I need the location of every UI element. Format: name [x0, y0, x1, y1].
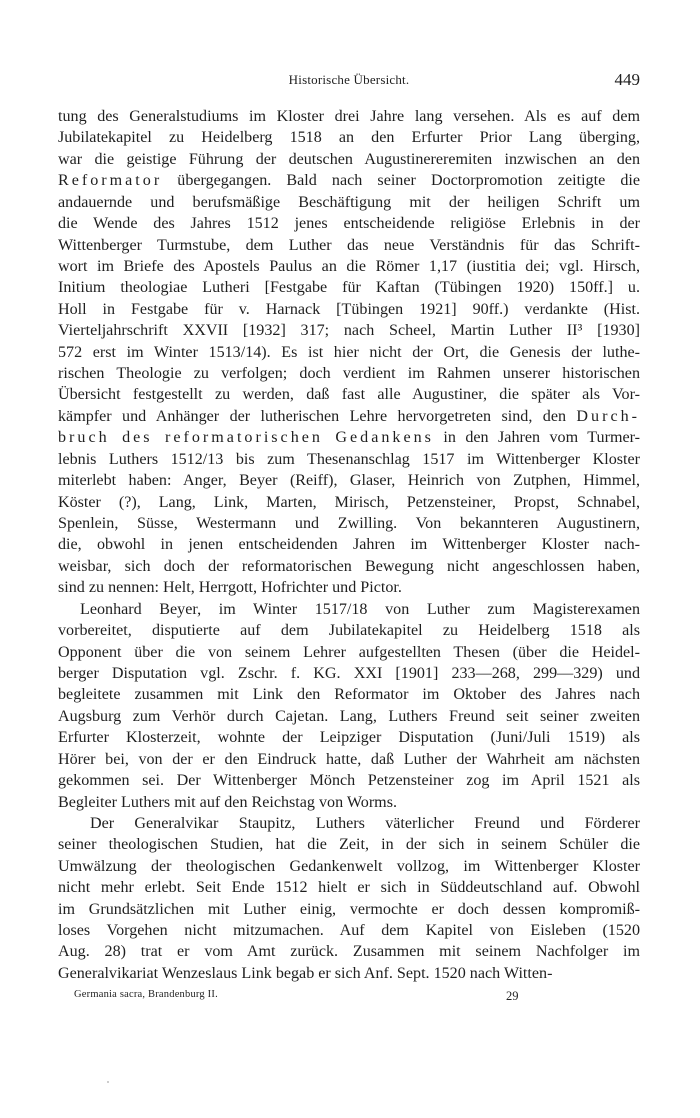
text-line: Begleiter Luthers mit auf den Reichstag von Worms. [58, 793, 397, 811]
text-line: tung des Generalstudiums im Kloster drei Jahre lang versehen. Als es auf dem [58, 108, 640, 125]
text-line: Vierteljahrschrift XXVII [1932] 317; nach Scheel, Martin Luther II³ [1930] [58, 322, 640, 340]
text-line [58, 427, 640, 448]
spaced-emphasis: bruch des reformatorischen Gedankens [58, 429, 434, 447]
text-line: vorbereitet, disputierte auf dem Jubilatekapitel zu Heidelberg 1518 als [58, 622, 640, 640]
text-line [58, 406, 640, 427]
text-line: Der Generalvikar Staupitz, Luthers väterlicher Freund und Förderer [90, 814, 640, 832]
text-segment: übergegangen. Bald nach seiner Doctorpromotion zeitigte die [162, 172, 640, 190]
text-line: Jubilatekapitel zu Heidelberg 1518 an den Erfurter Prior Lang überging, [58, 129, 640, 147]
text-line: Wittenberger Turmstube, dem Luther das neue Verständnis für das Schrift- [58, 236, 640, 254]
text-line: war die geistige Führung der deutschen Augustinereremiten inzwischen an den [58, 150, 640, 168]
text-line: Erfurter Klosterzeit, wohnte der Leipziger Disputation (Juni/Juli 1519) als [58, 729, 640, 747]
text-line: Opponent über die von seinem Lehrer aufgestellten Thesen (über die Heidel- [58, 643, 640, 661]
text-line: 572 erst im Winter 1513/14). Es ist hier nicht der Ort, die Genesis der luthe- [58, 343, 640, 361]
text-line: andauernde und berufsmäßige Beschäftigung mit der heiligen Schrift um [58, 193, 640, 211]
text-line: Übersicht festgestellt zu werden, daß fast alle Augustiner, die später als Vor- [58, 386, 640, 404]
text-line: seiner theologischen Studien, hat die Zeit, in der sich in seinem Schüler die [58, 836, 640, 854]
running-title: Historische Übersicht. [288, 72, 410, 87]
text-line: im Grundsätzlichen mit Luther einig, vermochte er doch dessen kompromiß- [58, 900, 640, 918]
text-segment: kämpfer und Anhänger der lutherischen Lehre hervorgetreten sind, den [58, 407, 577, 425]
text-line: wort im Briefe des Apostels Paulus an die Römer 1,17 (iustitia dei; vgl. Hirsch, [58, 257, 640, 275]
text-line: Spenlein, Süsse, Westermann und Zwilling. Von bekannteren Augustinern, [58, 515, 640, 533]
page-number: 449 [614, 70, 640, 89]
text-line: weisbar, sich doch der reformatorischen Bewegung nicht angeschlossen haben, [58, 557, 640, 575]
text-line: rischen Theologie zu verfolgen; doch verdient im Rahmen unserer historischen [58, 365, 640, 383]
text-line: miterlebt haben: Anger, Beyer (Reiff), Glaser, Heinrich von Zutphen, Himmel, [58, 472, 640, 490]
text-line: Generalvikariat Wenzeslaus Link begab er sich Anf. Sept. 1520 nach Witten- [58, 964, 553, 982]
text-line: sind zu nennen: Helt, Herrgott, Hofrichter und Pictor. [58, 579, 402, 597]
text-segment: in den Jahren vom Turmer- [433, 429, 640, 447]
signature-number: 29 [506, 989, 519, 1003]
paper-speck [107, 1081, 109, 1083]
text-line [58, 170, 640, 191]
spaced-emphasis: Durch- [576, 407, 640, 425]
spaced-emphasis: Reformator [58, 172, 163, 190]
text-line: die, obwohl in jenen entscheidenden Jahren im Wittenberger Kloster nach- [58, 536, 640, 554]
text-line: berger Disputation vgl. Zschr. f. KG. XXI [1901] 233—268, 299—329) und [58, 664, 640, 682]
text-line: Hörer bei, von der er den Eindruck hatte, daß Luther der Wahrheit am nächsten [58, 750, 640, 768]
text-line: loses Vorgehen nicht mitzumachen. Auf dem Kapitel von Eisleben (1520 [58, 922, 640, 940]
page-footer [74, 989, 534, 1007]
text-line: lebnis Luthers 1512/13 bis zum Thesenanschlag 1517 im Wittenberger Kloster [58, 450, 640, 468]
text-line: Augsburg zum Verhör durch Cajetan. Lang, Luthers Freund seit seiner zweiten [58, 707, 640, 725]
text-line: Leonhard Beyer, im Winter 1517/18 von Luther zum Magisterexamen [80, 600, 640, 618]
running-head [58, 70, 640, 92]
text-line: gekommen sei. Der Wittenberger Mönch Petzensteiner zog im April 1521 als [58, 772, 640, 790]
text-line: die Wende des Jahres 1512 jenes entscheidende religiöse Erlebnis in der [58, 215, 640, 233]
text-line: Umwälzung der theologischen Gedankenwelt vollzog, im Wittenberger Kloster [58, 857, 640, 875]
signature-line: Germania sacra, Brandenburg II. [74, 989, 218, 1000]
body-text [58, 106, 640, 984]
text-line: Köster (?), Lang, Link, Marten, Mirisch, Petzensteiner, Propst, Schnabel, [58, 493, 640, 511]
text-line: Holl in Festgabe für v. Harnack [Tübingen 1921] 90ff.) verdankte (Hist. [58, 300, 640, 318]
text-line: nicht mehr erlebt. Seit Ende 1512 hielt er sich in Süddeutschland auf. Obwohl [58, 879, 640, 897]
text-line: begleitete zusammen mit Link den Reformator im Oktober des Jahres nach [58, 686, 640, 704]
text-line: Aug. 28) trat er vom Amt zurück. Zusammen mit seinem Nachfolger im [58, 943, 640, 961]
text-line: Initium theologiae Lutheri [Festgabe für Kaftan (Tübingen 1920) 150ff.] u. [58, 279, 640, 297]
